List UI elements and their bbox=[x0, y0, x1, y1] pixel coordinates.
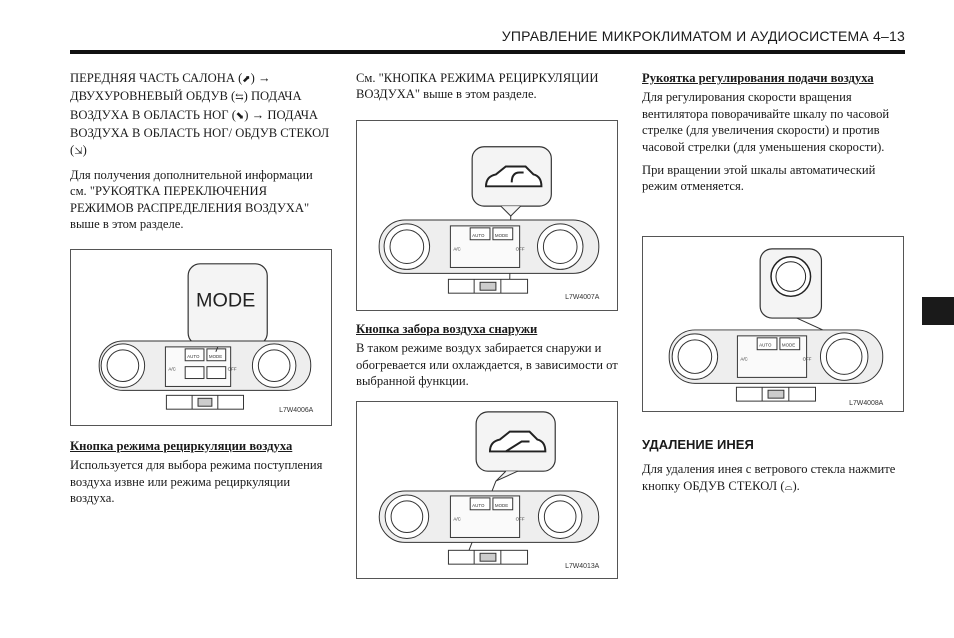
mode-figure-svg bbox=[71, 250, 331, 425]
off-label: OFF bbox=[802, 356, 812, 362]
off-label: OFF bbox=[515, 516, 525, 522]
mode-label: MODE bbox=[494, 232, 509, 238]
fresh-air-heading: Кнопка забора воздуха снаружи bbox=[356, 322, 538, 336]
defrost-heading: УДАЛЕНИЕ ИНЕЯ bbox=[642, 437, 754, 452]
figure-code: L7W4008A bbox=[849, 400, 884, 408]
column-right bbox=[642, 70, 904, 202]
defrost-paragraph: Для удаления инея с ветрового стекла нажмите кнопку ОБДУВ СТЕКОЛ (⌓). bbox=[642, 462, 896, 493]
chapter-tab-marker bbox=[922, 297, 954, 325]
mode-label: MODE bbox=[208, 353, 223, 359]
ac-label: A/C bbox=[740, 356, 748, 362]
column-middle bbox=[356, 70, 618, 110]
auto-cancel-paragraph: При вращении этой шкалы автоматический режим отменяется. bbox=[642, 163, 876, 194]
off-label: OFF bbox=[515, 246, 525, 252]
mode-sequence-paragraph: ПЕРЕДНЯЯ ЧАСТЬ САЛОНА (⬈) → ДВУХУРОВНЕВЫЙ ОБДУВ (⇆) ПОДАЧА ВОЗДУХА В ОБЛАСТЬ НОГ (⬊) → ПОДАЧА ВОЗДУХА В ОБЛАСТЬ НОГ/ ОБДУВ СТЕКОЛ (⇲) bbox=[70, 71, 330, 157]
fan-knob-heading: Рукоятка регулирования подачи воздуха bbox=[642, 71, 874, 85]
ac-label: A/C bbox=[168, 366, 176, 372]
see-recirc-paragraph: См. "КНОПКА РЕЖИМА РЕЦИРКУЛЯЦИИ ВОЗДУХА" выше в этом разделе. bbox=[356, 71, 599, 102]
figure-recirc-button bbox=[356, 120, 618, 311]
page-header bbox=[70, 22, 905, 54]
climate-panel bbox=[379, 491, 599, 542]
floor-vent-icon: ⬊ bbox=[235, 110, 245, 122]
floor-defrost-icon: ⇲ bbox=[74, 145, 83, 157]
fresh-air-section bbox=[356, 321, 618, 390]
figure-fresh-air-button bbox=[356, 401, 618, 579]
climate-panel bbox=[99, 341, 311, 390]
climate-panel bbox=[669, 330, 883, 383]
figure-code: L7W4013A bbox=[565, 563, 600, 571]
auto-label: AUTO bbox=[187, 353, 200, 359]
figure-code: L7W4007A bbox=[565, 294, 600, 302]
page-title: УПРАВЛЕНИЕ МИКРОКЛИМАТОМ И АУДИОСИСТЕМА 4–13 bbox=[501, 28, 905, 44]
defrost-section bbox=[642, 437, 904, 496]
bilevel-vent-icon: ⇆ bbox=[235, 92, 244, 104]
figure-fan-knob bbox=[642, 236, 904, 412]
off-label: OFF bbox=[227, 366, 237, 372]
fan-knob-paragraph: Для регулирования скорости вращения вентилятора поворачивайте шкалу по часовой стрелке (для увеличения скорости) и против часовой стрелки (для уменьшения скорости). bbox=[642, 90, 890, 154]
auto-label: AUTO bbox=[472, 502, 485, 508]
more-info-paragraph: Для получения дополнительной информации см. "РУКОЯТКА ПЕРЕКЛЮЧЕНИЯ РЕЖИМОВ РАСПРЕДЕЛЕНИЯ ВОЗДУХА" выше в этом разделе. bbox=[70, 168, 313, 232]
climate-panel bbox=[379, 220, 599, 273]
figure-mode-button bbox=[70, 249, 332, 426]
recirc-figure-svg bbox=[357, 121, 617, 310]
fresh-air-figure-svg bbox=[357, 402, 617, 578]
auto-label: AUTO bbox=[472, 232, 485, 238]
recirc-paragraph: Используется для выбора режима поступления воздуха извне или режима рециркуляции воздуха. bbox=[70, 458, 323, 506]
ac-label: A/C bbox=[453, 516, 461, 522]
recirc-section bbox=[70, 438, 332, 507]
column-left bbox=[70, 70, 332, 240]
ac-label: A/C bbox=[453, 246, 461, 252]
auto-label: AUTO bbox=[759, 342, 772, 348]
mode-callout-text: MODE bbox=[196, 289, 256, 312]
mode-label: MODE bbox=[781, 342, 796, 348]
windshield-defrost-icon: ⌓ bbox=[784, 481, 793, 493]
mode-label: MODE bbox=[494, 502, 509, 508]
fresh-air-paragraph: В таком режиме воздух забирается снаружи и обогревается или охлаждается, в зависимости от выбранной функции. bbox=[356, 341, 618, 389]
fan-knob-figure-svg bbox=[643, 237, 903, 411]
figure-code: L7W4006A bbox=[279, 407, 314, 415]
recirc-heading: Кнопка режима рециркуляции воздуха bbox=[70, 439, 293, 453]
face-vent-icon: ⬈ bbox=[242, 74, 251, 85]
